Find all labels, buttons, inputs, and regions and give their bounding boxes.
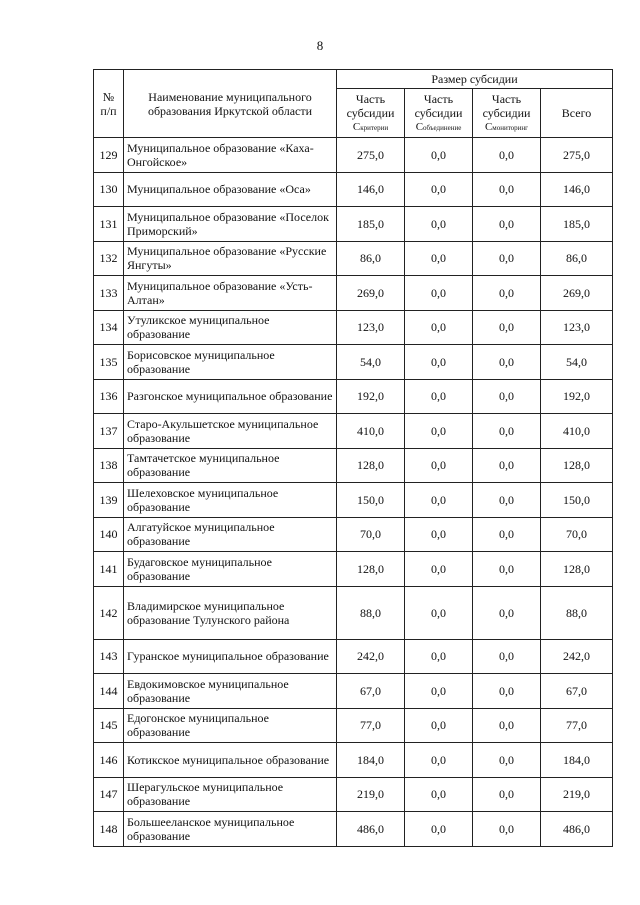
row-part-merge: 0,0 bbox=[405, 777, 473, 812]
row-name: Муниципальное образование «Оса» bbox=[124, 172, 337, 207]
row-part-merge: 0,0 bbox=[405, 552, 473, 587]
row-part-monitoring: 0,0 bbox=[473, 138, 541, 173]
header-part-line2: субсидии bbox=[482, 105, 531, 120]
row-part-merge: 0,0 bbox=[405, 414, 473, 449]
row-name: Старо-Акульшетское муниципальное образование bbox=[124, 414, 337, 449]
row-number: 138 bbox=[94, 448, 124, 483]
row-total: 269,0 bbox=[541, 276, 613, 311]
row-part-criteria: 269,0 bbox=[337, 276, 405, 311]
table-row bbox=[94, 310, 613, 345]
row-total: 70,0 bbox=[541, 517, 613, 552]
row-number: 148 bbox=[94, 812, 124, 847]
row-name: Шелеховское муниципальное образование bbox=[124, 483, 337, 518]
row-part-merge: 0,0 bbox=[405, 138, 473, 173]
row-name: Будаговское муниципальное образование bbox=[124, 552, 337, 587]
row-part-monitoring: 0,0 bbox=[473, 483, 541, 518]
header-num: № п/п bbox=[94, 70, 124, 138]
row-part-monitoring: 0,0 bbox=[473, 743, 541, 778]
row-part-monitoring: 0,0 bbox=[473, 448, 541, 483]
row-number: 147 bbox=[94, 777, 124, 812]
row-number: 131 bbox=[94, 207, 124, 242]
row-part-criteria: 192,0 bbox=[337, 379, 405, 414]
row-total: 86,0 bbox=[541, 241, 613, 276]
row-number: 133 bbox=[94, 276, 124, 311]
row-name: Муниципальное образование «Поселок Приморский» bbox=[124, 207, 337, 242]
header-part-symbol: Скритерии bbox=[352, 120, 389, 133]
row-part-monitoring: 0,0 bbox=[473, 241, 541, 276]
row-part-monitoring: 0,0 bbox=[473, 414, 541, 449]
row-part-merge: 0,0 bbox=[405, 517, 473, 552]
row-total: 275,0 bbox=[541, 138, 613, 173]
row-part-monitoring: 0,0 bbox=[473, 586, 541, 639]
row-part-monitoring: 0,0 bbox=[473, 708, 541, 743]
header-subsidy-size: Размер субсидии bbox=[337, 70, 613, 89]
header-part-monitoring bbox=[473, 89, 541, 138]
row-number: 132 bbox=[94, 241, 124, 276]
row-name: Утуликское муниципальное образование bbox=[124, 310, 337, 345]
row-name: Шерагульское муниципальное образование bbox=[124, 777, 337, 812]
table-row bbox=[94, 743, 613, 778]
row-part-merge: 0,0 bbox=[405, 241, 473, 276]
table-row bbox=[94, 241, 613, 276]
row-part-criteria: 70,0 bbox=[337, 517, 405, 552]
table-body bbox=[94, 138, 613, 847]
row-part-criteria: 88,0 bbox=[337, 586, 405, 639]
page-number: 8 bbox=[316, 38, 324, 53]
row-part-criteria: 123,0 bbox=[337, 310, 405, 345]
row-number: 141 bbox=[94, 552, 124, 587]
row-total: 67,0 bbox=[541, 674, 613, 709]
row-part-criteria: 150,0 bbox=[337, 483, 405, 518]
row-total: 77,0 bbox=[541, 708, 613, 743]
row-number: 145 bbox=[94, 708, 124, 743]
row-part-merge: 0,0 bbox=[405, 674, 473, 709]
row-name: Едогонское муниципальное образование bbox=[124, 708, 337, 743]
row-name: Алгатуйское муниципальное образование bbox=[124, 517, 337, 552]
table-row bbox=[94, 207, 613, 242]
row-part-criteria: 67,0 bbox=[337, 674, 405, 709]
row-part-criteria: 128,0 bbox=[337, 552, 405, 587]
header-name: Наименование муниципального образования Иркутской области bbox=[124, 70, 337, 138]
row-part-monitoring: 0,0 bbox=[473, 276, 541, 311]
row-total: 150,0 bbox=[541, 483, 613, 518]
row-part-monitoring: 0,0 bbox=[473, 517, 541, 552]
row-name: Гуранское муниципальное образование bbox=[124, 639, 337, 674]
row-part-monitoring: 0,0 bbox=[473, 310, 541, 345]
table-row bbox=[94, 138, 613, 173]
header-part-line1: Часть bbox=[355, 91, 386, 106]
row-part-monitoring: 0,0 bbox=[473, 812, 541, 847]
header-part-line2: субсидии bbox=[346, 105, 395, 120]
row-name: Тамтачетское муниципальное образование bbox=[124, 448, 337, 483]
row-part-merge: 0,0 bbox=[405, 172, 473, 207]
row-part-criteria: 486,0 bbox=[337, 812, 405, 847]
table-row bbox=[94, 552, 613, 587]
row-part-criteria: 242,0 bbox=[337, 639, 405, 674]
row-part-criteria: 275,0 bbox=[337, 138, 405, 173]
header-part-criteria bbox=[337, 89, 405, 138]
row-total: 192,0 bbox=[541, 379, 613, 414]
row-total: 242,0 bbox=[541, 639, 613, 674]
row-total: 123,0 bbox=[541, 310, 613, 345]
table-row bbox=[94, 708, 613, 743]
table-row bbox=[94, 639, 613, 674]
table-row bbox=[94, 586, 613, 639]
row-number: 142 bbox=[94, 586, 124, 639]
table-row bbox=[94, 812, 613, 847]
header-part-line2: субсидии bbox=[414, 105, 463, 120]
table-row bbox=[94, 276, 613, 311]
row-number: 135 bbox=[94, 345, 124, 380]
table-header bbox=[94, 70, 613, 138]
row-part-merge: 0,0 bbox=[405, 586, 473, 639]
row-part-criteria: 86,0 bbox=[337, 241, 405, 276]
header-part-line1: Часть bbox=[491, 91, 522, 106]
subsidy-table bbox=[93, 69, 613, 847]
table-row bbox=[94, 379, 613, 414]
row-name: Муниципальное образование «Каха-Онгойское» bbox=[124, 138, 337, 173]
row-number: 146 bbox=[94, 743, 124, 778]
row-part-merge: 0,0 bbox=[405, 207, 473, 242]
row-part-merge: 0,0 bbox=[405, 310, 473, 345]
row-name: Муниципальное образование «Усть-Алтан» bbox=[124, 276, 337, 311]
header-total: Всего bbox=[541, 89, 613, 138]
row-number: 144 bbox=[94, 674, 124, 709]
row-total: 128,0 bbox=[541, 448, 613, 483]
table-row bbox=[94, 674, 613, 709]
row-number: 136 bbox=[94, 379, 124, 414]
row-name: Большееланское муниципальное образование bbox=[124, 812, 337, 847]
row-part-monitoring: 0,0 bbox=[473, 674, 541, 709]
row-name: Владимирское муниципальное образование Тулунского района bbox=[124, 586, 337, 639]
table-row bbox=[94, 517, 613, 552]
row-number: 137 bbox=[94, 414, 124, 449]
table-row bbox=[94, 172, 613, 207]
row-number: 140 bbox=[94, 517, 124, 552]
row-part-monitoring: 0,0 bbox=[473, 639, 541, 674]
row-name: Котикское муниципальное образование bbox=[124, 743, 337, 778]
row-name: Евдокимовское муниципальное образование bbox=[124, 674, 337, 709]
row-number: 130 bbox=[94, 172, 124, 207]
row-part-monitoring: 0,0 bbox=[473, 777, 541, 812]
row-part-criteria: 146,0 bbox=[337, 172, 405, 207]
header-part-symbol: Смониторинг bbox=[484, 120, 529, 133]
row-number: 139 bbox=[94, 483, 124, 518]
row-part-merge: 0,0 bbox=[405, 743, 473, 778]
header-part-merge bbox=[405, 89, 473, 138]
row-part-merge: 0,0 bbox=[405, 379, 473, 414]
row-total: 146,0 bbox=[541, 172, 613, 207]
row-part-merge: 0,0 bbox=[405, 812, 473, 847]
row-part-criteria: 185,0 bbox=[337, 207, 405, 242]
header-part-line1: Часть bbox=[423, 91, 454, 106]
row-name: Борисовское муниципальное образование bbox=[124, 345, 337, 380]
row-part-merge: 0,0 bbox=[405, 639, 473, 674]
row-part-merge: 0,0 bbox=[405, 483, 473, 518]
row-part-merge: 0,0 bbox=[405, 345, 473, 380]
row-part-criteria: 128,0 bbox=[337, 448, 405, 483]
table-row bbox=[94, 777, 613, 812]
row-part-criteria: 410,0 bbox=[337, 414, 405, 449]
header-part-symbol: Собъединение bbox=[415, 120, 462, 133]
row-name: Муниципальное образование «Русские Янгуты» bbox=[124, 241, 337, 276]
row-part-criteria: 219,0 bbox=[337, 777, 405, 812]
row-part-criteria: 184,0 bbox=[337, 743, 405, 778]
row-part-monitoring: 0,0 bbox=[473, 207, 541, 242]
row-part-monitoring: 0,0 bbox=[473, 172, 541, 207]
row-total: 54,0 bbox=[541, 345, 613, 380]
table-row bbox=[94, 345, 613, 380]
row-part-merge: 0,0 bbox=[405, 276, 473, 311]
row-part-monitoring: 0,0 bbox=[473, 345, 541, 380]
table-row bbox=[94, 448, 613, 483]
row-number: 134 bbox=[94, 310, 124, 345]
row-part-criteria: 54,0 bbox=[337, 345, 405, 380]
table-row bbox=[94, 483, 613, 518]
table-row bbox=[94, 414, 613, 449]
row-part-merge: 0,0 bbox=[405, 448, 473, 483]
row-total: 219,0 bbox=[541, 777, 613, 812]
row-part-monitoring: 0,0 bbox=[473, 552, 541, 587]
row-number: 129 bbox=[94, 138, 124, 173]
row-name: Разгонское муниципальное образование bbox=[124, 379, 337, 414]
row-number: 143 bbox=[94, 639, 124, 674]
row-total: 486,0 bbox=[541, 812, 613, 847]
row-part-merge: 0,0 bbox=[405, 708, 473, 743]
row-total: 185,0 bbox=[541, 207, 613, 242]
row-total: 184,0 bbox=[541, 743, 613, 778]
row-total: 88,0 bbox=[541, 586, 613, 639]
row-part-monitoring: 0,0 bbox=[473, 379, 541, 414]
row-total: 410,0 bbox=[541, 414, 613, 449]
row-total: 128,0 bbox=[541, 552, 613, 587]
row-part-criteria: 77,0 bbox=[337, 708, 405, 743]
